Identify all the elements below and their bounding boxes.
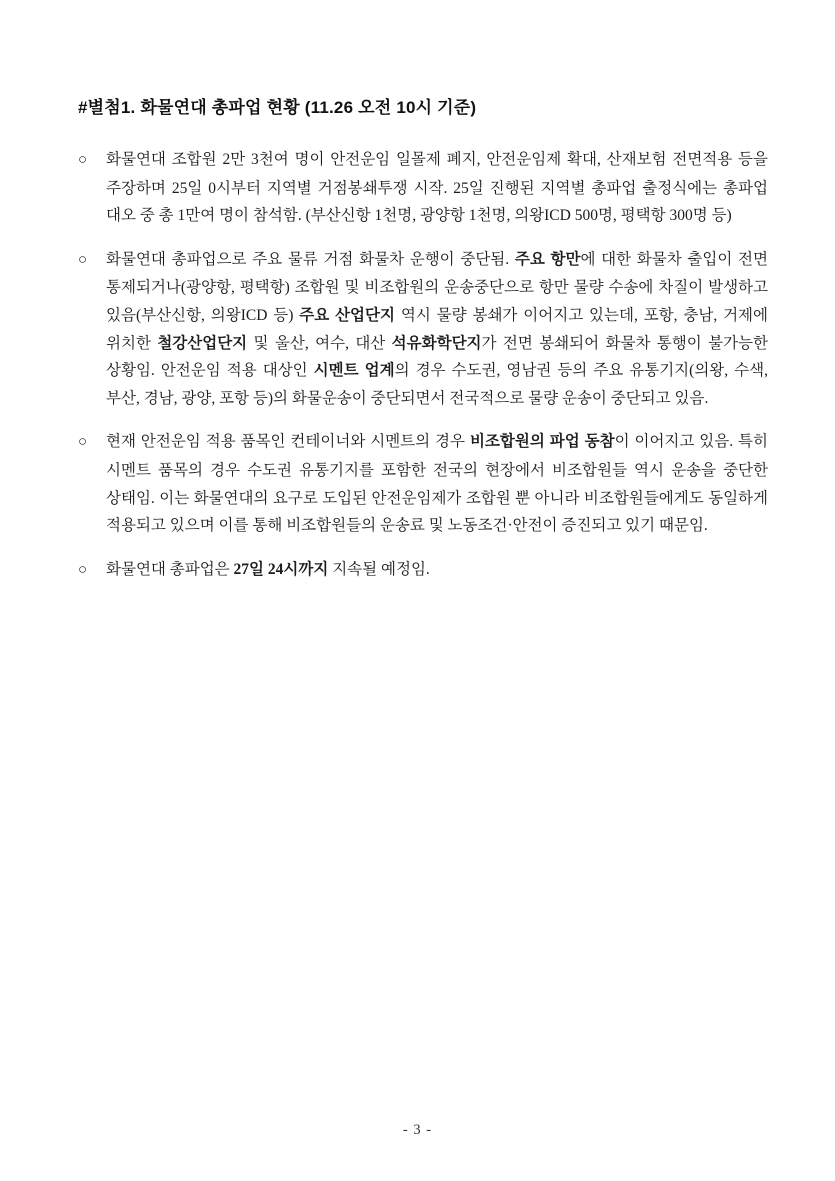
bullet-list xyxy=(78,146,768,584)
text-segment: 주요 산업단지 xyxy=(299,306,395,324)
text-segment: 주요 항만 xyxy=(514,250,581,268)
text-segment: 석유화학단지 xyxy=(391,334,482,352)
page-number: - 3 - xyxy=(402,1122,433,1138)
text-segment: 현재 안전운임 적용 품목인 컨테이너와 시멘트의 경우 xyxy=(106,433,470,451)
bullet-circle-icon: ○ xyxy=(78,152,88,168)
text-segment: 시멘트 업계 xyxy=(313,362,395,380)
bullet-circle-icon: ○ xyxy=(78,251,88,268)
text-segment: 비조합원의 파업 동참 xyxy=(469,433,615,451)
text-segment: 지속될 예정임. xyxy=(328,560,430,578)
text-segment: 에 대한 화물차 출입이 전면 통제되거나(광양항, 평택항) 조합원 및 비조합원의 운송중단으로 항만 물량 수송에 차질이 발생하고 있음(부산신항, 의왕ICD 등) xyxy=(106,250,768,324)
bullet-paragraph xyxy=(78,246,768,413)
text-segment: 및 울산, 여수, 대산 xyxy=(247,334,392,352)
text-segment: 화물연대 총파업으로 주요 물류 거점 화물차 운행이 중단됨. xyxy=(106,250,515,268)
text-segment: 화물연대 조합원 2만 3천여 명이 안전운임 일몰제 폐지, 안전운임제 확대, 산재보험 전면적용 등을 주장하며 25일 0시부터 지역별 거점봉쇄투쟁 시작. 25일 진행된 지역별 총파업 출정식에는 총파업 대오 중 총 1만여 명이 참석함. (부산신항 1천명, 광양항 1천명, 의왕ICD 500명, 평택항 300명 등) xyxy=(106,151,768,225)
bullet-circle-icon: ○ xyxy=(78,561,88,578)
bullet-circle-icon: ○ xyxy=(78,434,88,451)
text-segment: 역시 물량 봉쇄가 이어지고 있는데, 포항, 충남, 거제에 위치한 xyxy=(106,306,769,352)
text-segment: 의 경우 수도권, 영남권 등의 주요 유통기지(의왕, 수색, 부산, 경남, 광양, 포항 등)의 화물운송이 중단되면서 전국적으로 물량 운송이 중단되고 있음. xyxy=(106,362,768,407)
text-segment: 철강산업단지 xyxy=(157,334,248,352)
text-segment: 가 전면 봉쇄되어 화물차 통행이 불가능한 상황임. 안전운임 적용 대상인 xyxy=(106,334,769,380)
text-segment: 화물연대 총파업은 xyxy=(106,560,234,578)
page-title: #별첨1. 화물연대 총파업 현황 (11.26 오전 10시 기준) xyxy=(78,98,477,117)
text-segment: 이 이어지고 있음. 특히 시멘트 품목의 경우 수도권 유통기지를 포함한 전국의 현장에서 비조합원들 역시 운송을 중단한 상태임. 이는 화물연대의 요구로 도입된 안전운임제가 조합원 뿐 아니라 비조합원들에게도 동일하게 적용되고 있으며 이를 통해 비조합원들의 운송료 및 노동조건·안전이 증진되고 있기 때문임. xyxy=(106,433,768,535)
document-content xyxy=(78,93,768,600)
text-segment: 27일 24시까지 xyxy=(233,560,329,578)
bullet-paragraph xyxy=(78,428,768,539)
bullet-paragraph xyxy=(78,556,768,585)
bullet-paragraph xyxy=(78,146,768,230)
